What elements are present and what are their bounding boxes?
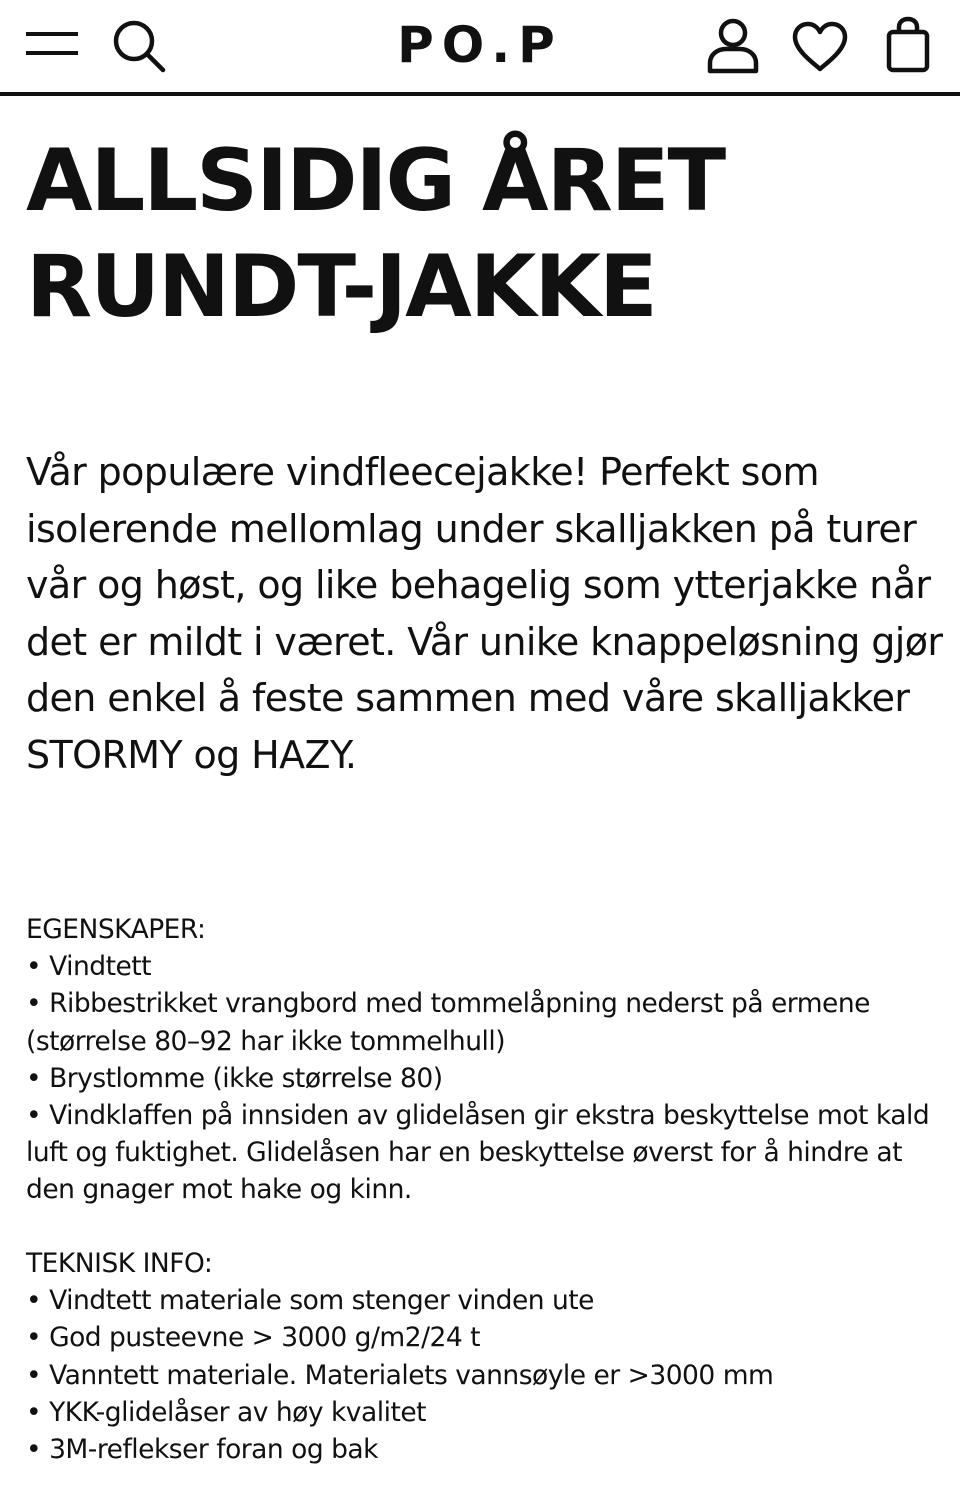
feature-item: • Brystlomme (ikke størrelse 80) — [26, 1060, 946, 1097]
feature-item: • Vindklaffen på innsiden av glidelåsen gir ekstra beskyttelse mot kald luft og fuktighet. Glidelåsen har en beskyttelse øverst for å hindre at den gnager mot hake og kinn. — [26, 1097, 946, 1209]
hamburger-menu-icon — [26, 28, 80, 60]
feature-item: • Vindtett — [26, 948, 946, 985]
shopping-bag-icon — [884, 16, 932, 74]
technical-info-item: • Vindtett materiale som stenger vinden ute — [26, 1282, 946, 1319]
account-button[interactable] — [706, 18, 760, 74]
cart-button[interactable] — [884, 16, 932, 74]
site-logo[interactable]: PO.P — [397, 16, 563, 74]
technical-info-item: • YKK-glidelåser av høy kvalitet — [26, 1394, 946, 1431]
search-button[interactable] — [110, 18, 166, 74]
product-description: Vår populære vindfleecejakke! Perfekt som isolerende mellomlag under skalljakken på turer vår og høst, og like behagelig som ytterjakke når det er mildt i været. Vår unike knappeløsning gjør den enkel å feste sammen med våre skalljakker STORMY og HAZY. — [26, 450, 943, 777]
features-section — [26, 911, 946, 1209]
technical-info-section — [26, 1245, 946, 1468]
menu-button[interactable] — [26, 28, 80, 60]
site-header — [0, 0, 960, 96]
features-list — [26, 948, 946, 1208]
wishlist-button[interactable] — [790, 20, 850, 74]
technical-info-item: • 3M-reflekser foran og bak — [26, 1431, 946, 1468]
feature-item: • Ribbestrikket vrangbord med tommelåpning nederst på ermene (størrelse 80–92 har ikke tommelhull) — [26, 985, 946, 1059]
features-heading: EGENSKAPER: — [26, 914, 206, 945]
heart-icon — [790, 20, 850, 74]
technical-info-list — [26, 1282, 946, 1468]
search-icon — [110, 18, 166, 74]
technical-info-heading: TEKNISK INFO: — [26, 1248, 213, 1279]
product-title: ALLSIDIG ÅRET RUNDT-JAKKE — [26, 131, 725, 337]
technical-info-item: • Vanntett materiale. Materialets vannsøyle er >3000 mm — [26, 1357, 946, 1394]
user-icon — [706, 18, 760, 74]
technical-info-item: • God pusteevne > 3000 g/m2/24 t — [26, 1319, 946, 1356]
